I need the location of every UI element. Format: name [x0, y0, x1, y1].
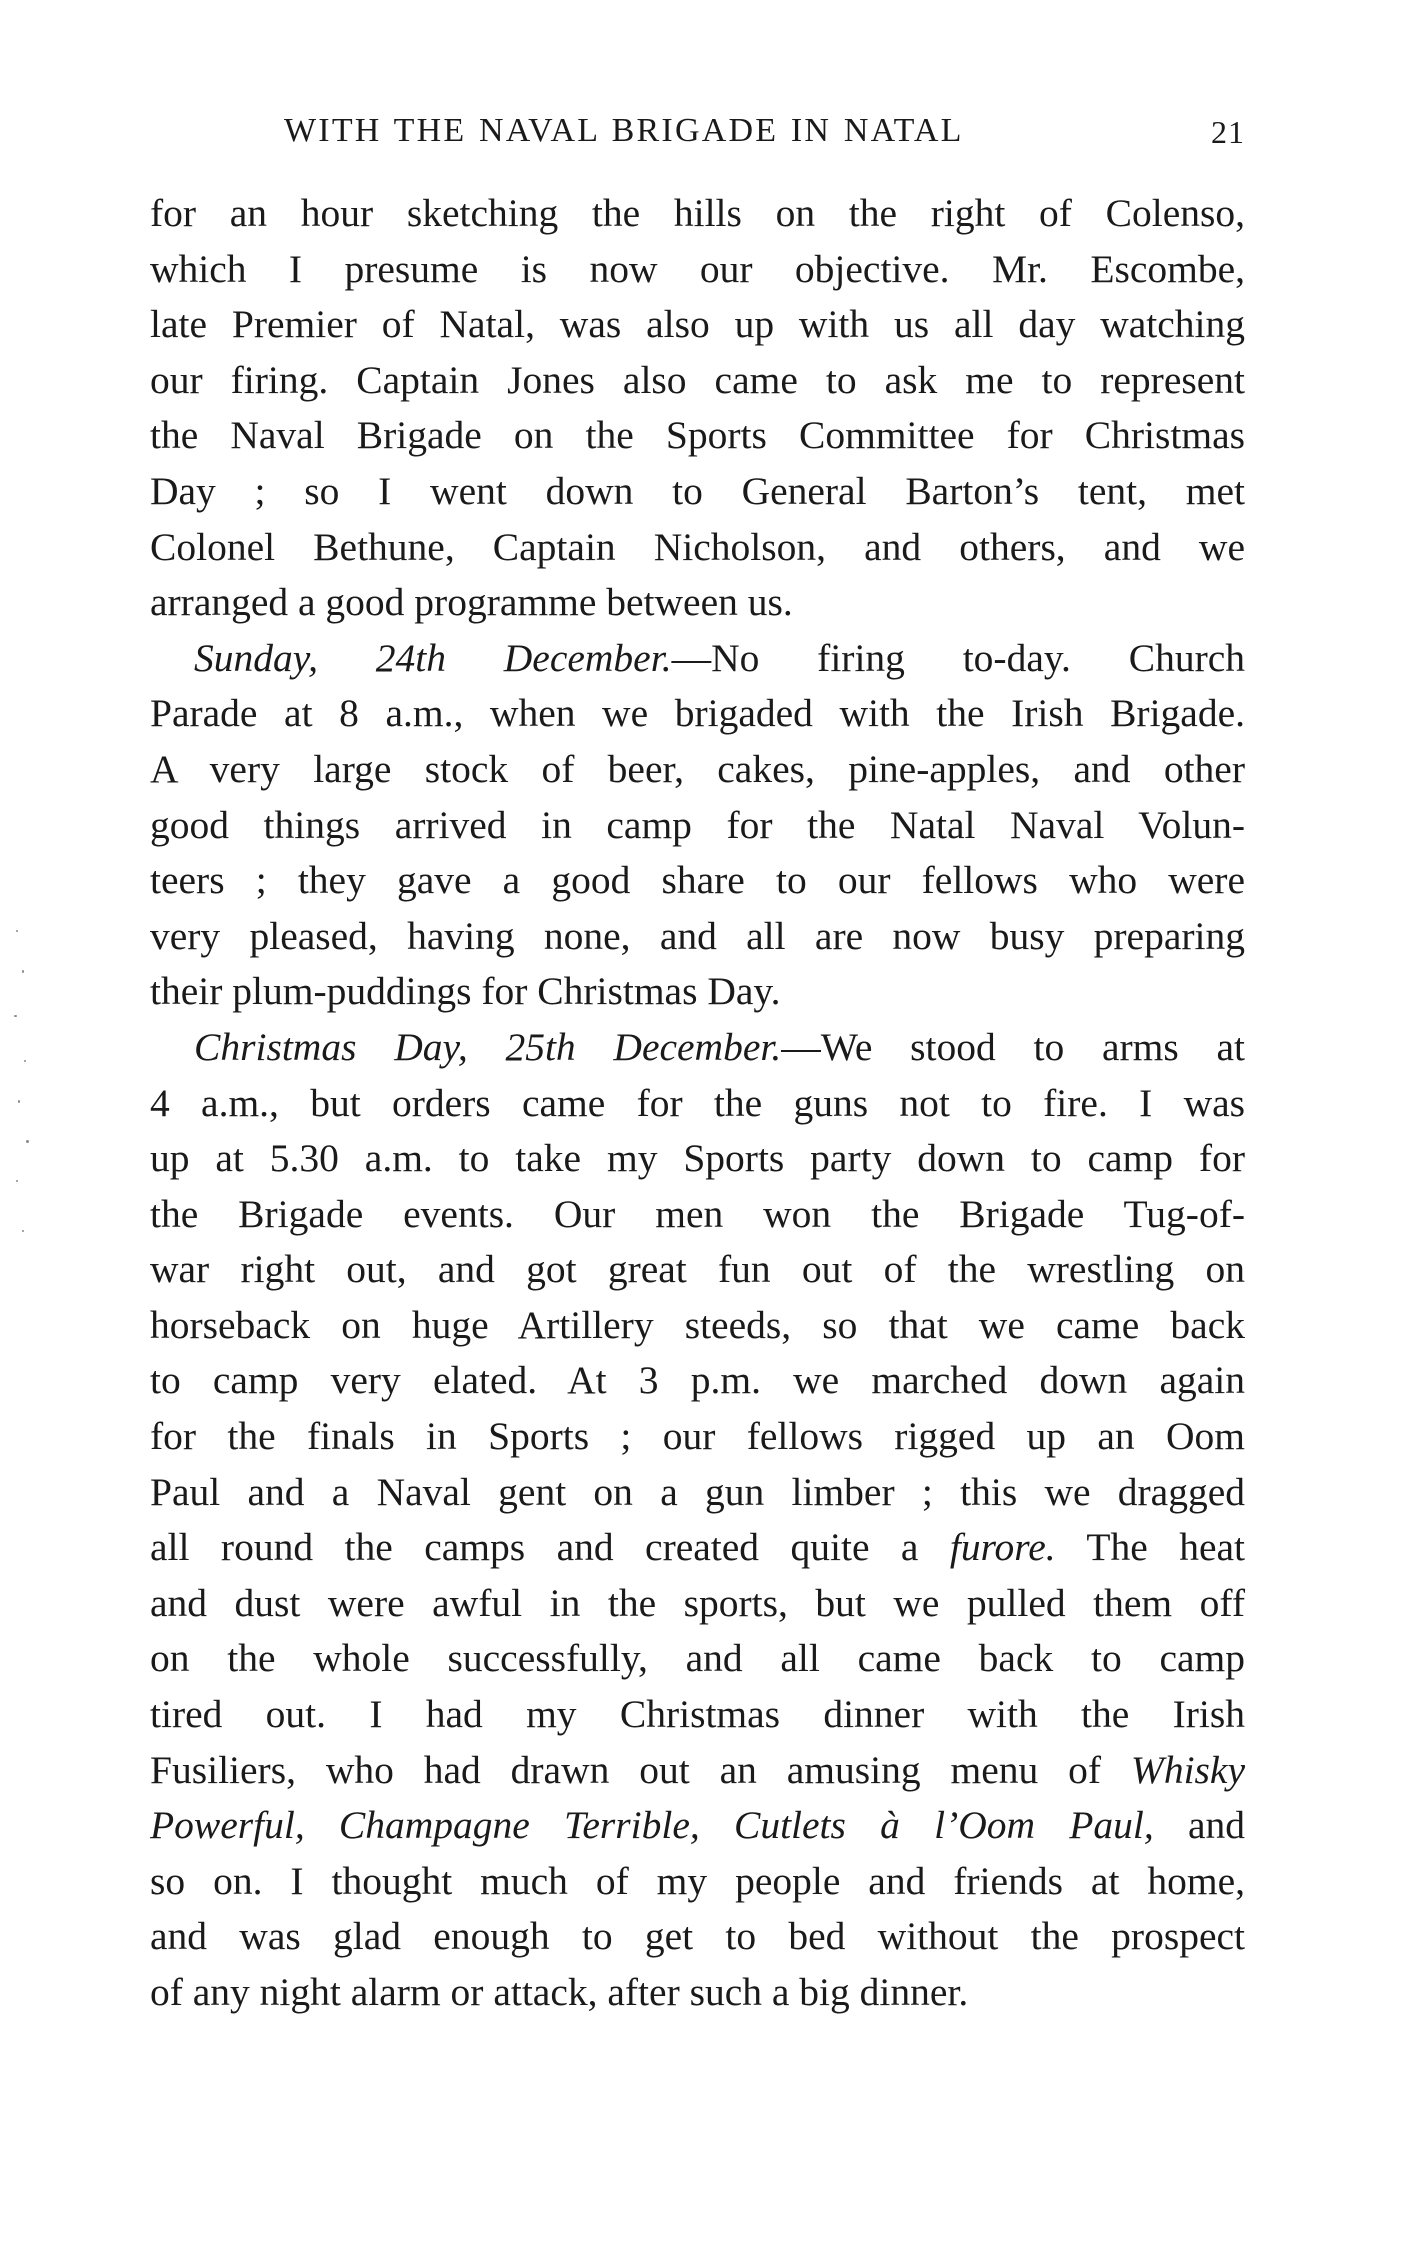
text-line: late Premier of Natal, was also up with us all day watching	[150, 302, 1245, 347]
running-title: WITH THE NAVAL BRIGADE IN NATAL	[284, 112, 964, 149]
text-line: the Brigade events. Our men won the Brigade Tug-of-	[150, 1191, 1245, 1236]
text-line: and was glad enough to get to bed without the prospect	[150, 1914, 1245, 1959]
text-line: Day ; so I went down to General Barton’s tent, met	[150, 468, 1245, 513]
scan-speck	[26, 1140, 29, 1143]
text-line: and dust were awful in the sports, but we pulled them off	[150, 1580, 1245, 1625]
text-line	[150, 1798, 1245, 1854]
text-line: Parade at 8 a.m., when we brigaded with the Irish Brigade.	[150, 691, 1245, 736]
text-span: all round the camps and created quite a	[150, 1525, 950, 1570]
text-span: —We stood to arms at	[781, 1024, 1245, 1069]
text-line: Colonel Bethune, Captain Nicholson, and others, and we	[150, 524, 1245, 569]
text-span: and	[1153, 1803, 1245, 1848]
scan-specks	[10, 930, 40, 1270]
text-line: on the whole successfully, and all came back to camp	[150, 1636, 1245, 1681]
text-line: their plum-puddings for Christmas Day.	[150, 969, 781, 1014]
text-span: The heat	[1055, 1525, 1245, 1570]
italic-term: furore.	[949, 1525, 1056, 1570]
running-head	[150, 112, 1245, 162]
text-line: which I presume is now our objective. Mr. Escombe,	[150, 246, 1245, 291]
text-line: tired out. I had my Christmas dinner with the Irish	[150, 1692, 1245, 1737]
scan-speck	[16, 930, 18, 932]
text-line: for an hour sketching the hills on the right of Colenso,	[150, 191, 1245, 235]
text-line: our firing. Captain Jones also came to ask me to represent	[150, 357, 1245, 402]
text-line: of any night alarm or attack, after such a big dinner.	[150, 1970, 969, 2014]
page-number: 21	[1211, 114, 1245, 150]
text-line: Paul and a Naval gent on a gun limber ; this we dragged	[150, 1469, 1245, 1514]
text-line: up at 5.30 a.m. to take my Sports party down to camp for	[150, 1136, 1245, 1181]
text-line	[150, 1020, 1245, 1076]
scan-speck	[16, 1180, 18, 1182]
text-line: horseback on huge Artillery steeds, so that we came back	[150, 1302, 1245, 1347]
text-line	[150, 1743, 1245, 1799]
scan-speck	[22, 970, 24, 973]
date-heading-sunday: Sunday, 24th December.	[194, 635, 672, 680]
date-heading-christmas: Christmas Day, 25th December.	[194, 1024, 782, 1069]
text-line: arranged a good programme between us.	[150, 580, 793, 625]
text-span: Fusiliers, who had drawn out an amusing menu of	[150, 1747, 1131, 1792]
text-line: so on. I thought much of my people and friends at home,	[150, 1858, 1245, 1903]
text-line: for the finals in Sports ; our fellows rigged up an Oom	[150, 1414, 1245, 1459]
body-text	[150, 186, 1245, 2021]
scan-speck	[22, 1230, 24, 1232]
text-line: very pleased, having none, and all are now busy preparing	[150, 913, 1245, 958]
text-line: A very large stock of beer, cakes, pine-apples, and other	[150, 746, 1245, 791]
text-span: —No firing to-day. Church	[671, 635, 1245, 680]
scan-speck	[24, 1060, 26, 1062]
text-line: the Naval Brigade on the Sports Committee for Christmas	[150, 413, 1245, 458]
text-line: to camp very elated. At 3 p.m. we marched down again	[150, 1358, 1245, 1403]
text-line	[150, 631, 1245, 687]
text-line: teers ; they gave a good share to our fellows who were	[150, 858, 1245, 903]
italic-menu-item: Whisky	[1130, 1747, 1245, 1792]
text-line: good things arrived in camp for the Natal Naval Volun-	[150, 802, 1245, 847]
text-line: 4 a.m., but orders came for the guns not to fire. I was	[150, 1080, 1245, 1125]
scan-speck	[14, 1015, 17, 1017]
text-line	[150, 1520, 1245, 1576]
text-line: war right out, and got great fun out of the wrestling on	[150, 1247, 1245, 1292]
scan-speck	[18, 1100, 20, 1103]
italic-menu-items: Powerful, Champagne Terrible, Cutlets à l’Oom Paul,	[150, 1803, 1154, 1848]
